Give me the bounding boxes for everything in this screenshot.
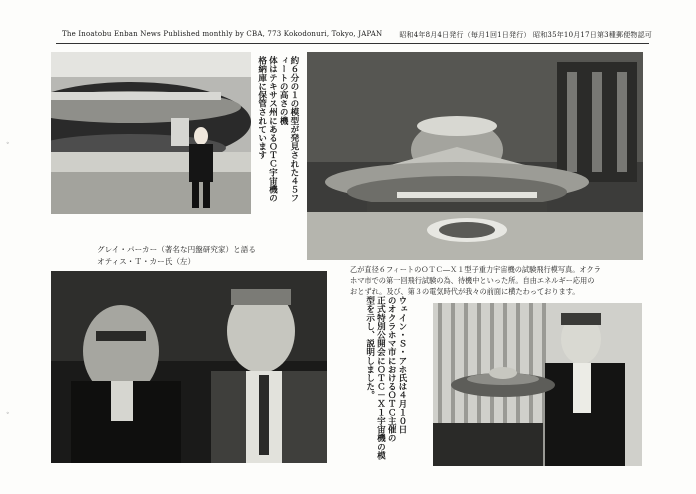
photo-man-with-model — [433, 303, 642, 466]
caption-saucer-model: 約６分の１の模型が発見された４５フィートの高さの機 体はテキサス州にあるＯＴＣ宇宙機の格納庫に保管されています — [256, 56, 299, 203]
margin-mark-bottom: ◦ — [6, 410, 10, 417]
masthead — [62, 30, 652, 44]
caption-parker: グレイ・パーカー（著名な円盤研究家）と語る オティス・Ｔ・カー氏（左） — [97, 245, 256, 266]
photo-two-men-talking — [51, 271, 327, 463]
masthead-rule — [56, 43, 649, 44]
photo-otc-x1-craft — [307, 52, 643, 260]
masthead-publication-info: 昭和4年8月4日発行（毎月1回1日発行） 昭和35年10月17日第3種郵便物認可 — [399, 31, 652, 39]
photo-saucer-with-man — [51, 52, 251, 214]
margin-mark-top: ◦ — [6, 140, 10, 147]
caption-otc-x1: 乙が直径６フィートのＯＴＣ―Ｘ１型子重力宇宙機の試験飛行模写真。オクラ ホマ市での第一回飛行試験の為、待機中といった所。自由エネルギー応用の おとずれ。及び、第３の電気時代が我々の前面に横たわっております。 — [350, 265, 601, 297]
masthead-title: The Inoatobu Enban News Published monthly by CBA, 773 Kokodonuri, Tokyo, JAPAN — [62, 30, 383, 38]
caption-wayne-aho: ウェイン・Ｓ・アホ氏は４月１０日 のオクラホマ市におけるＯＴＣ主催の 正式特別公開会にＯＴＣ－Ｘ１宇宙機の模 型を示し、説明しました。 — [364, 296, 407, 460]
